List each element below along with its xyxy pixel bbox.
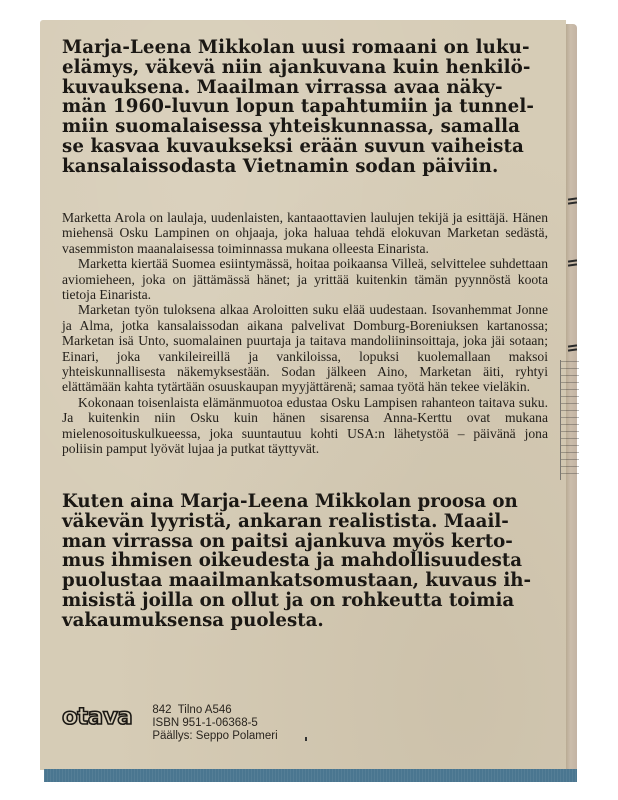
otava-logo: otava <box>62 704 133 730</box>
synopsis-paragraph: Marketan työn tuloksena alkaa Aroloitten suku elää uudestaan. Isovanhemmat Jonne ja Alma, jotka kansalaissodan aikana palvelivat Domburg-Boreniuksen kartanossa; Marketan isä Unto, suomalainen puurtaja ja taitava mandoliininsoittaja, joka jäi sotaan; Einari, joka vankileireillä ja vankiloissa, lopuksi kuolemallaan maksoi yhteiskunnallisesta näkemyksestään. Sodan jälkeen Aino, Marketan äiti, ryhtyi elättämään kahta tytärtään osuuskaupan myyjättärenä; samaa työtä hän tekee vieläkin. <box>62 302 548 395</box>
lead-line: se kasvaa kuvaukseksi erään suvun vaiheista <box>62 135 524 157</box>
cloth-binding-edge <box>44 769 577 782</box>
lead-line: kuvauksena. Maailman virrassa avaa näky- <box>62 76 503 98</box>
spine-title-fragment <box>560 360 579 480</box>
synopsis-paragraph: Kokonaan toisenlaista elämänmuotoa edustaa Osku Lampisen rahanteon taitava suku. Ja kuitenkin niin Osku kuin hänen sisarensa Anna-Kerttu ovat mukana mielenosoituskulkueessa, joka suuntautuu kohti USA:n lähetystöä – päivänä jona poliisin pamput lyövät lujaa ja putkat täyttyvät. <box>62 394 548 457</box>
lead-line: miin suomalaisessa yhteiskunnassa, samalla <box>62 116 520 138</box>
lead-line: män 1960-luvun lopun tapahtumiin ja tunnel- <box>62 96 535 118</box>
lead-line: elämys, väkevä niin ajankuvana kuin henkilö- <box>62 56 531 78</box>
closing-line: puolustaa maailmankatsomustaan, kuvaus ih- <box>62 570 532 592</box>
lead-paragraph <box>62 38 548 177</box>
closing-line: väkevän lyyristä, ankaran realistista. Maail- <box>62 510 509 532</box>
catalog-number: 842 Tilno A546 <box>152 704 232 716</box>
synopsis-paragraph: Marketta Arola on laulaja, uudenlaisten, kantaaottavien laulujen tekijä ja esittäjä. Hänen miehensä Osku Lampinen on ohjaaja, joka haluaa tehdä elokuvan Marketan sedästä, vasemmiston maanalaisessa toiminnassa mukana olleesta Einarista. <box>62 210 548 256</box>
closing-line: mus ihmisen oikeudesta ja mahdollisuudesta <box>62 550 523 572</box>
lead-line: kansalaissodasta Vietnamin sodan päiviin. <box>62 155 499 177</box>
closing-line: man virrassa on paitsi ajankuva myös kerto- <box>62 530 513 552</box>
cover-designer-credit: Päällys: Seppo Polameri <box>152 730 278 742</box>
publisher-info <box>62 704 278 743</box>
synopsis-paragraph: Marketta kiertää Suomea esiintymässä, hoitaa poikaansa Villeä, selvittelee suhdettaan aviomieheen, joka on jättämässä hänet; ja yrittää kuitenkin tämän pyynnöstä koota tietoja Einarista. <box>62 256 548 303</box>
closing-line: misistä joilla on ollut ja on rohkeutta toimia <box>62 589 515 611</box>
synopsis-body <box>62 210 548 457</box>
closing-paragraph <box>62 492 548 631</box>
lead-line: Marja-Leena Mikkolan uusi romaani on luku- <box>62 37 530 58</box>
publication-meta <box>152 704 277 743</box>
print-speck <box>305 737 307 741</box>
closing-line: vakaumuksensa puolesta. <box>62 609 324 631</box>
isbn: ISBN 951-1-06368-5 <box>152 717 258 729</box>
closing-line: Kuten aina Marja-Leena Mikkolan proosa on <box>62 491 518 512</box>
